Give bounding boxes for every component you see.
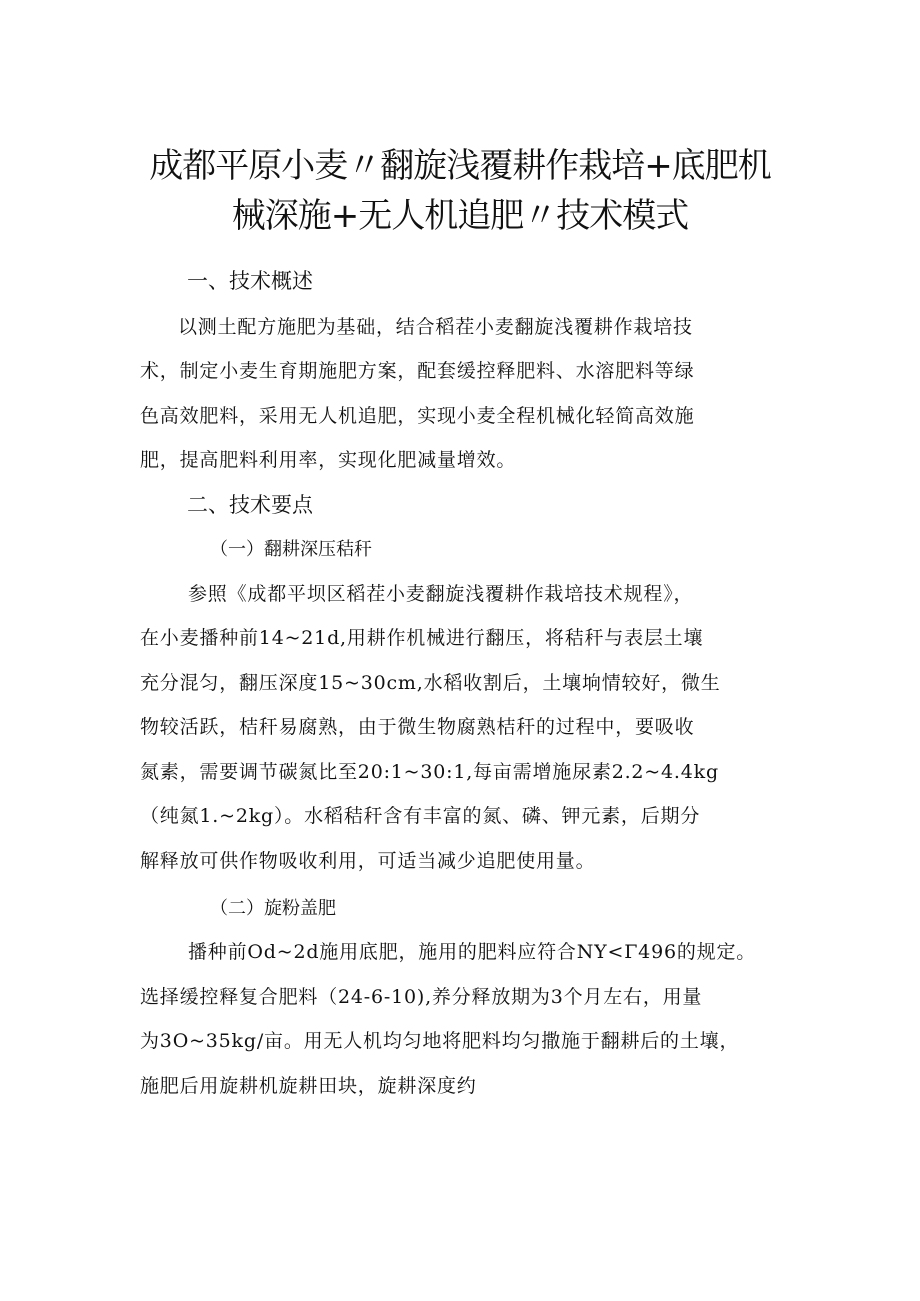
rotary-covering-line-3: 为3O~35kg/亩。用无人机均匀地将肥料均匀撒施于翻耕后的土壤， — [140, 1030, 740, 1052]
section-heading-key-points: 二、技术要点 — [187, 493, 313, 517]
deep-ploughing-line-2: 在小麦播种前14~21d,用耕作机械进行翻压，将秸秆与表层土壤 — [140, 627, 704, 649]
section-heading-overview: 一、技术概述 — [187, 269, 313, 293]
subsection-heading-rotary-covering: （二）旋粉盖肥 — [210, 898, 336, 919]
deep-ploughing-line-6: （纯氮1.~2kg）。水稻秸秆含有丰富的氮、磷、钾元素，后期分 — [140, 805, 701, 827]
rotary-covering-line-2: 选择缓控释复合肥料（24-6-10),养分释放期为3个月左右，用量 — [140, 986, 703, 1008]
overview-line-3: 色高效肥料，采用无人机追肥，实现小麦全程机械化轻简高效施 — [140, 405, 695, 427]
deep-ploughing-line-3: 充分混匀，翻压深度15~30cm,水稻收割后，土壤垧情较好，微生 — [140, 672, 721, 694]
deep-ploughing-line-4: 物较活跃，桔秆易腐熟，由于微生物腐熟桔秆的过程中，要吸收 — [140, 716, 695, 738]
overview-line-2: 术，制定小麦生育期施肥方案，配套缓控释肥料、水溶肥料等绿 — [140, 360, 695, 382]
page-title — [110, 141, 810, 241]
rotary-covering-line-1: 播种前Od~2d施用底肥，施用的肥料应符合NY<Γ496的规定。 — [188, 941, 757, 963]
title-line-1: 成都平原小麦〃翻旋浅覆耕作栽培+底肥机 — [149, 145, 771, 186]
deep-ploughing-line-1: 参照《成都平坝区稻茬小麦翻旋浅覆耕作栽培技术规程》， — [188, 583, 694, 605]
rotary-covering-line-4: 施肥后用旋耕机旋耕田块，旋耕深度约 — [140, 1075, 477, 1097]
overview-line-4: 肥，提高肥料利用率，实现化肥减量增效。 — [140, 449, 517, 471]
subsection-heading-deep-ploughing: （一）翻耕深压秸秆 — [210, 539, 372, 560]
deep-ploughing-line-5: 氮素，需要调节碳氮比至20:1~30:1,每亩需增施尿素2.2~4.4kg — [140, 761, 719, 783]
overview-line-1: 以测土配方施肥为基础，结合稻茬小麦翻旋浅覆耕作栽培技 — [178, 316, 693, 338]
deep-ploughing-line-7: 解释放可供作物吸收利用，可适当减少追肥使用量。 — [140, 850, 596, 872]
title-line-2: 械深施+无人机追肥〃技术模式 — [231, 195, 689, 236]
